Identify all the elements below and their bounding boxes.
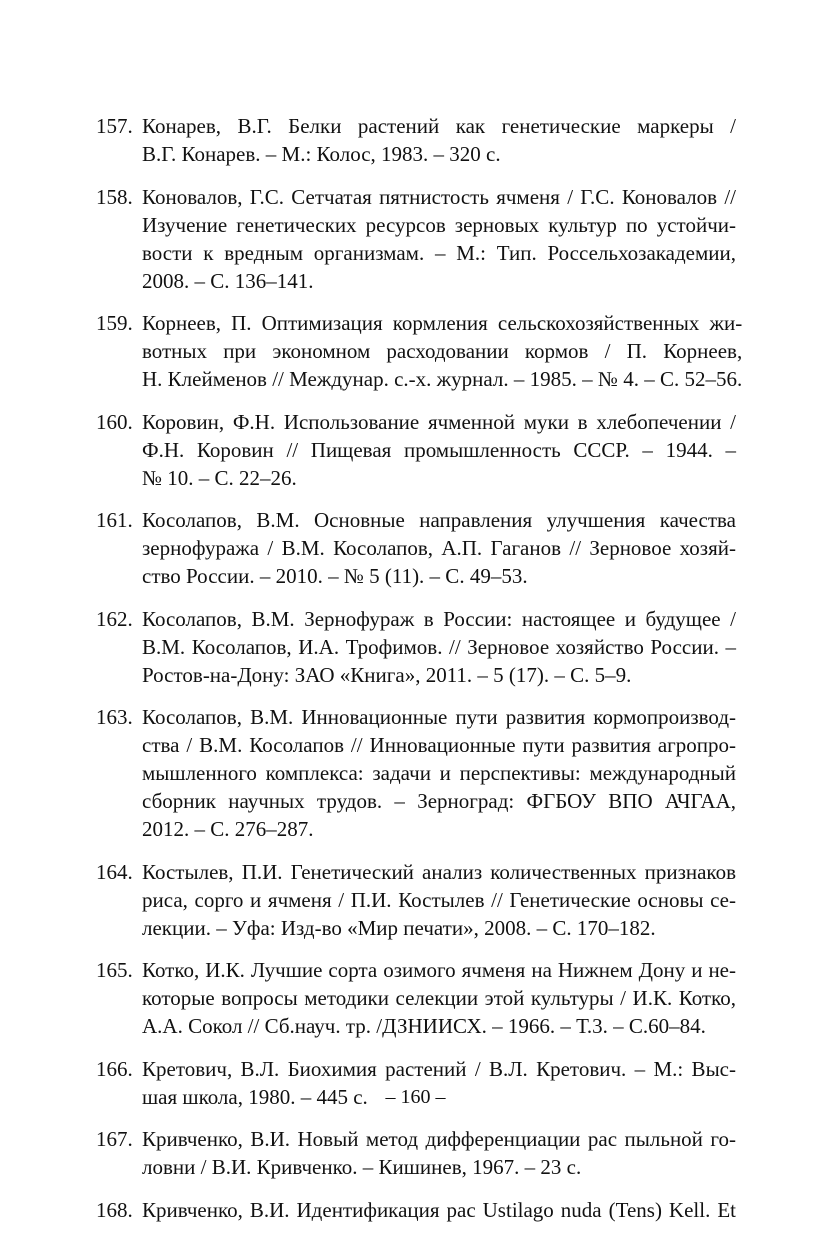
reference-line: мышленного комплекса: задачи и перспективы: международный — [142, 761, 736, 785]
reference-line: которые вопросы методики селекции этой культуры / И.К. Котко, — [142, 986, 736, 1010]
reference-line: вости к вредным организмам. – М.: Тип. Россельхозакадемии, — [142, 240, 736, 265]
reference-line: В.Г. Конарев. – М.: Колос, 1983. – 320 с. — [142, 142, 501, 166]
reference-line: шая школа, 1980. – 445 с. — [142, 1084, 368, 1109]
reference-line: вотных при экономном расходовании кормов / П. Корнеев, — [142, 339, 743, 363]
reference-line: А.А. Сокол // Сб.науч. тр. /ДЗНИИСХ. – 1966. – Т.3. – С.60–84. — [142, 1014, 706, 1038]
reference-line: лекции. – Уфа: Изд-во «Мир печати», 2008. – С. 170–182. — [142, 915, 656, 940]
reference-line: Косолапов, В.М. Основные направления улучшения качества — [142, 508, 736, 532]
reference-number: 157. — [96, 114, 133, 138]
reference-item — [96, 183, 736, 295]
reference-line: Костылев, П.И. Генетический анализ количественных признаков — [142, 859, 736, 884]
reference-number: 167. — [96, 1127, 133, 1151]
reference-number: 163. — [96, 705, 133, 729]
reference-line: риса, сорго и ячменя / П.И. Костылев // Генетические основы се- — [142, 887, 736, 912]
reference-text — [142, 309, 742, 393]
reference-number: 161. — [96, 508, 133, 532]
reference-text — [142, 858, 736, 942]
reference-text — [142, 408, 736, 492]
reference-item — [96, 1125, 736, 1181]
reference-number: 162. — [96, 606, 133, 631]
reference-line: зернофуража / В.М. Косолапов, А.П. Гаганов // Зерновое хозяй- — [142, 536, 736, 560]
reference-item — [96, 956, 736, 1040]
reference-text — [142, 1196, 736, 1224]
reference-line: Конарев, В.Г. Белки растений как генетические маркеры / — [142, 114, 736, 138]
reference-line: 2008. – С. 136–141. — [142, 268, 314, 293]
reference-list — [96, 112, 743, 1238]
reference-line: ловни / В.И. Кривченко. – Кишинев, 1967. – 23 с. — [142, 1155, 582, 1179]
reference-line: Корнеев, П. Оптимизация кормления сельскохозяйственных жи- — [142, 311, 743, 335]
reference-item — [96, 309, 743, 393]
reference-text — [142, 112, 736, 168]
reference-line: сборник научных трудов. – Зерноград: ФГБОУ ВПО АЧГАА, — [142, 789, 736, 813]
reference-number: 159. — [96, 311, 133, 335]
reference-number: 166. — [96, 1056, 133, 1081]
reference-item — [96, 506, 736, 590]
reference-line: ства / В.М. Косолапов // Инновационные пути развития агропро- — [142, 733, 736, 757]
reference-line: Кривченко, В.И. Новый метод дифференциации рас пыльной го- — [142, 1127, 736, 1151]
reference-item — [96, 605, 736, 689]
reference-text — [142, 183, 736, 295]
reference-number: 158. — [96, 184, 133, 209]
reference-line: Коровин, Ф.Н. Использование ячменной муки в хлебопечении / — [142, 409, 736, 434]
page-number: – 160 – — [385, 1086, 446, 1108]
reference-number: 164. — [96, 859, 133, 884]
reference-line: № 10. – С. 22–26. — [142, 465, 297, 490]
reference-number: 168. — [96, 1197, 133, 1222]
reference-line: ство России. – 2010. – № 5 (11). – С. 49–53. — [142, 564, 528, 588]
reference-line: Ростов-на-Дону: ЗАО «Книга», 2011. – 5 (17). – С. 5–9. — [142, 662, 632, 687]
reference-line: В.М. Косолапов, И.А. Трофимов. // Зерновое хозяйство России. – — [142, 634, 736, 659]
reference-text — [142, 956, 736, 1040]
reference-text — [142, 1125, 736, 1181]
reference-line: Ф.Н. Коровин // Пищевая промышленность СССР. – 1944. – — [142, 437, 736, 462]
reference-line: 2012. – С. 276–287. — [142, 817, 314, 841]
reference-text — [142, 506, 736, 590]
reference-number: 165. — [96, 958, 133, 982]
reference-item — [96, 703, 736, 843]
reference-line: Котко, И.К. Лучшие сорта озимого ячменя на Нижнем Дону и не- — [142, 958, 736, 982]
reference-text — [142, 605, 736, 689]
reference-number: 160. — [96, 409, 133, 434]
reference-item — [96, 858, 736, 942]
reference-line: Н. Клейменов // Междунар. с.-х. журнал. – 1985. – № 4. – С. 52–56. — [142, 367, 743, 391]
reference-line: Коновалов, Г.С. Сетчатая пятнистость ячменя / Г.С. Коновалов // — [142, 184, 736, 209]
reference-line: Косолапов, В.М. Инновационные пути развития кормопроизвод- — [142, 705, 736, 729]
reference-line: Кретович, В.Л. Биохимия растений / В.Л. Кретович. – М.: Выс- — [142, 1056, 736, 1081]
reference-item — [96, 408, 736, 492]
reference-text — [142, 703, 736, 843]
reference-item — [96, 112, 736, 168]
reference-line: Косолапов, В.М. Зернофураж в России: настоящее и будущее / — [142, 606, 736, 631]
reference-line: Изучение генетических ресурсов зерновых культур по устойчи- — [142, 212, 736, 237]
reference-line: Кривченко, В.И. Идентификация рас Ustilago nuda (Tens) Kell. Et — [142, 1197, 736, 1222]
reference-item — [96, 1196, 736, 1224]
